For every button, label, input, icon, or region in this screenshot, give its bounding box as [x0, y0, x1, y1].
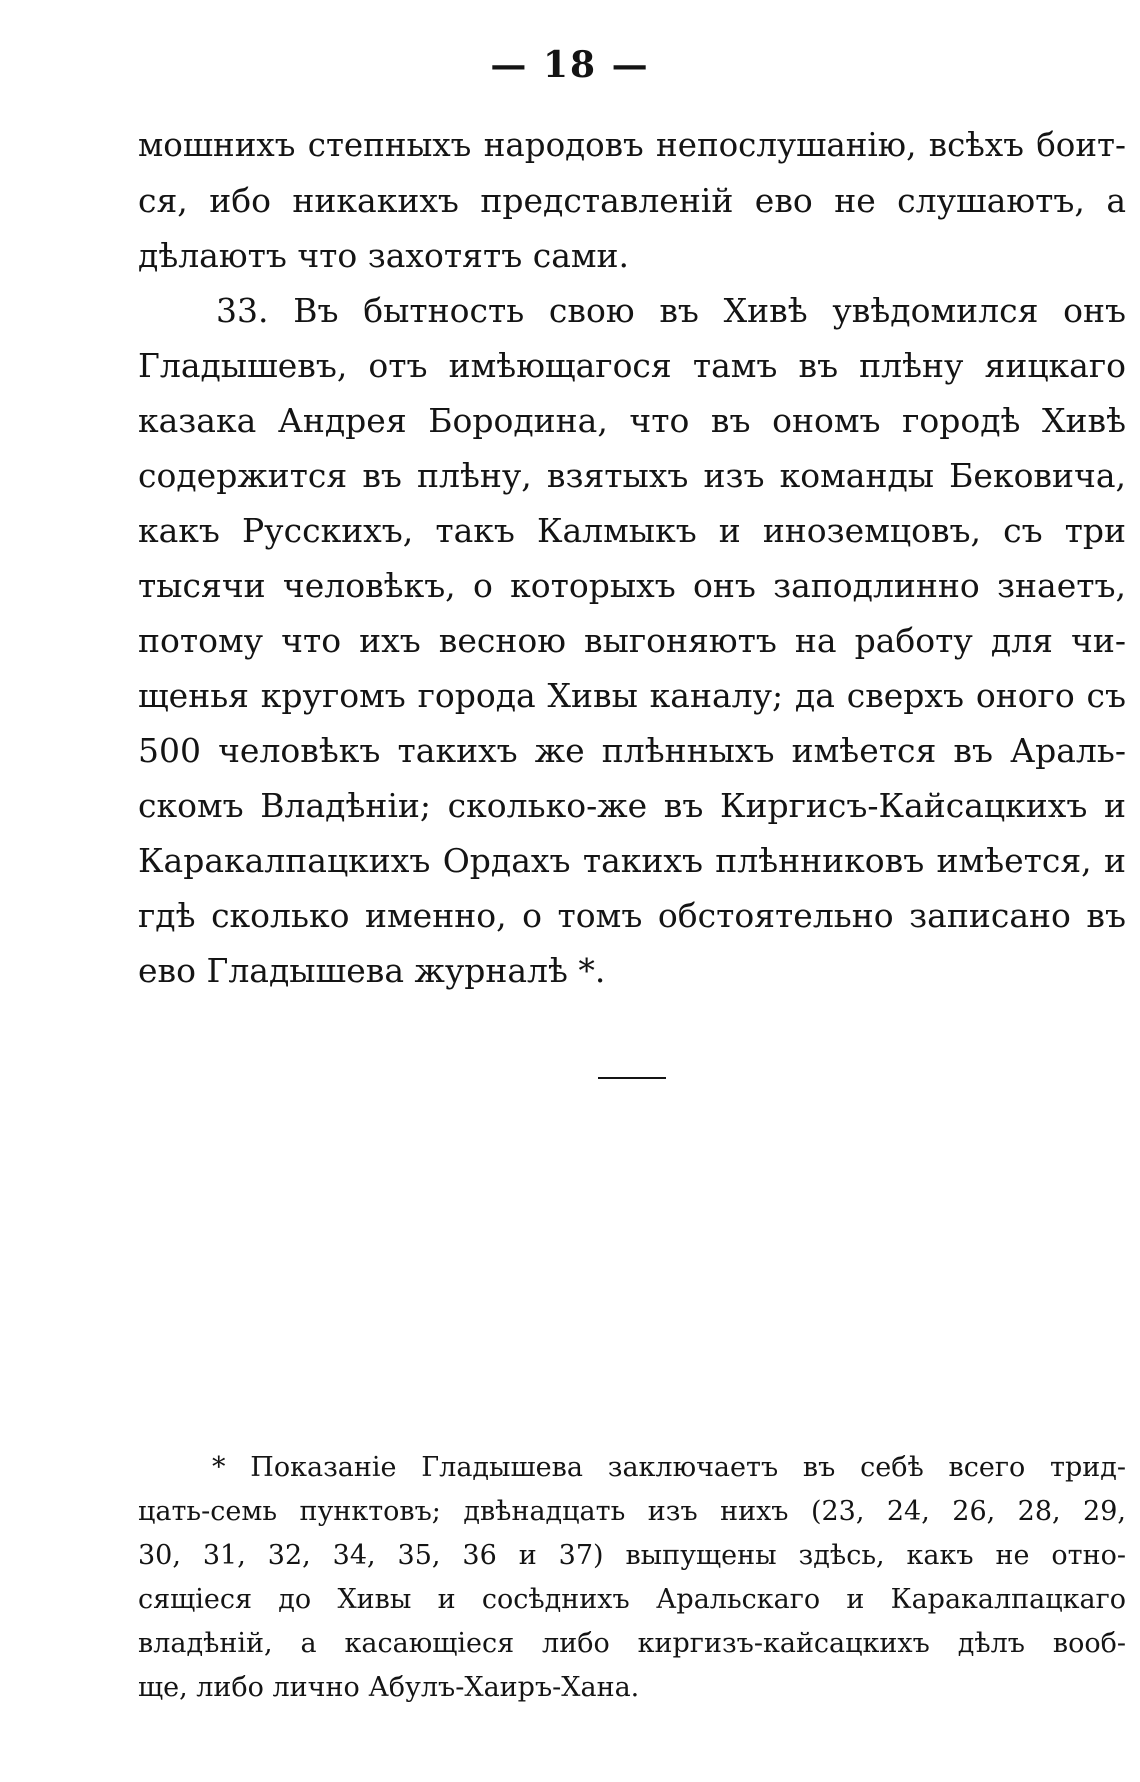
section-divider — [598, 1077, 666, 1079]
footnote-line: 30, 31, 32, 34, 35, 36 и 37) выпущены здѣсь, какъ не отно- — [138, 1540, 1126, 1571]
text-line: содержится въ плѣну, взятыхъ изъ команды Бековича, — [138, 456, 1126, 495]
text-line: Каракалпацкихъ Ордахъ такихъ плѣнниковъ имѣется, и — [138, 841, 1126, 880]
text-line: гдѣ сколько именно, о томъ обстоятельно записано въ — [138, 896, 1126, 935]
text-line: щенья кругомъ города Хивы каналу; да сверхъ оного съ — [138, 676, 1126, 715]
text-line: потому что ихъ весною выгоняютъ на работу для чи- — [138, 621, 1126, 660]
page-number: — 18 — — [490, 44, 650, 86]
footnote-line: владѣнiй, а касающiеся либо киргизъ-кайсацкихъ дѣлъ вооб- — [138, 1628, 1126, 1659]
paragraph-33-first-line: 33. Въ бытность свою въ Хивѣ увѣдомился онъ — [216, 291, 1126, 330]
footnote-line: * Показанiе Гладышева заключаетъ въ себѣ всего трид- — [212, 1452, 1126, 1483]
text-line: ево Гладышева журналѣ *. — [138, 951, 606, 990]
footnote-line: сящiеся до Хивы и сосѣднихъ Аральскаго и Каракалпацкаго — [138, 1584, 1126, 1615]
footnote — [138, 1446, 1126, 1710]
text-line: казака Андрея Бородина, что въ ономъ городѣ Хивѣ — [138, 401, 1126, 440]
main-text — [138, 118, 1126, 998]
text-line: мошнихъ степныхъ народовъ непослушанiю, всѣхъ боит- — [138, 126, 1126, 164]
text-line: ся, ибо никакихъ представленiй ево не слушаютъ, а — [138, 181, 1126, 220]
footnote-line: цать-семь пунктовъ; двѣнадцать изъ нихъ (23, 24, 26, 28, 29, — [138, 1496, 1126, 1527]
footnote-line: ще, либо лично Абулъ-Хаиръ-Хана. — [138, 1672, 640, 1703]
text-line: какъ Русскихъ, такъ Калмыкъ и иноземцовъ, съ три — [138, 511, 1126, 550]
text-line: 500 человѣкъ такихъ же плѣнныхъ имѣется въ Араль- — [138, 731, 1126, 770]
text-line: дѣлаютъ что захотятъ сами. — [138, 236, 630, 275]
text-line: тысячи человѣкъ, о которыхъ онъ заподлинно знаетъ, — [138, 566, 1126, 605]
text-line: скомъ Владѣнiи; сколько-же въ Киргисъ-Кайсацкихъ и — [138, 786, 1126, 825]
text-line: Гладышевъ, отъ имѣющагося тамъ въ плѣну яицкаго — [138, 346, 1126, 385]
